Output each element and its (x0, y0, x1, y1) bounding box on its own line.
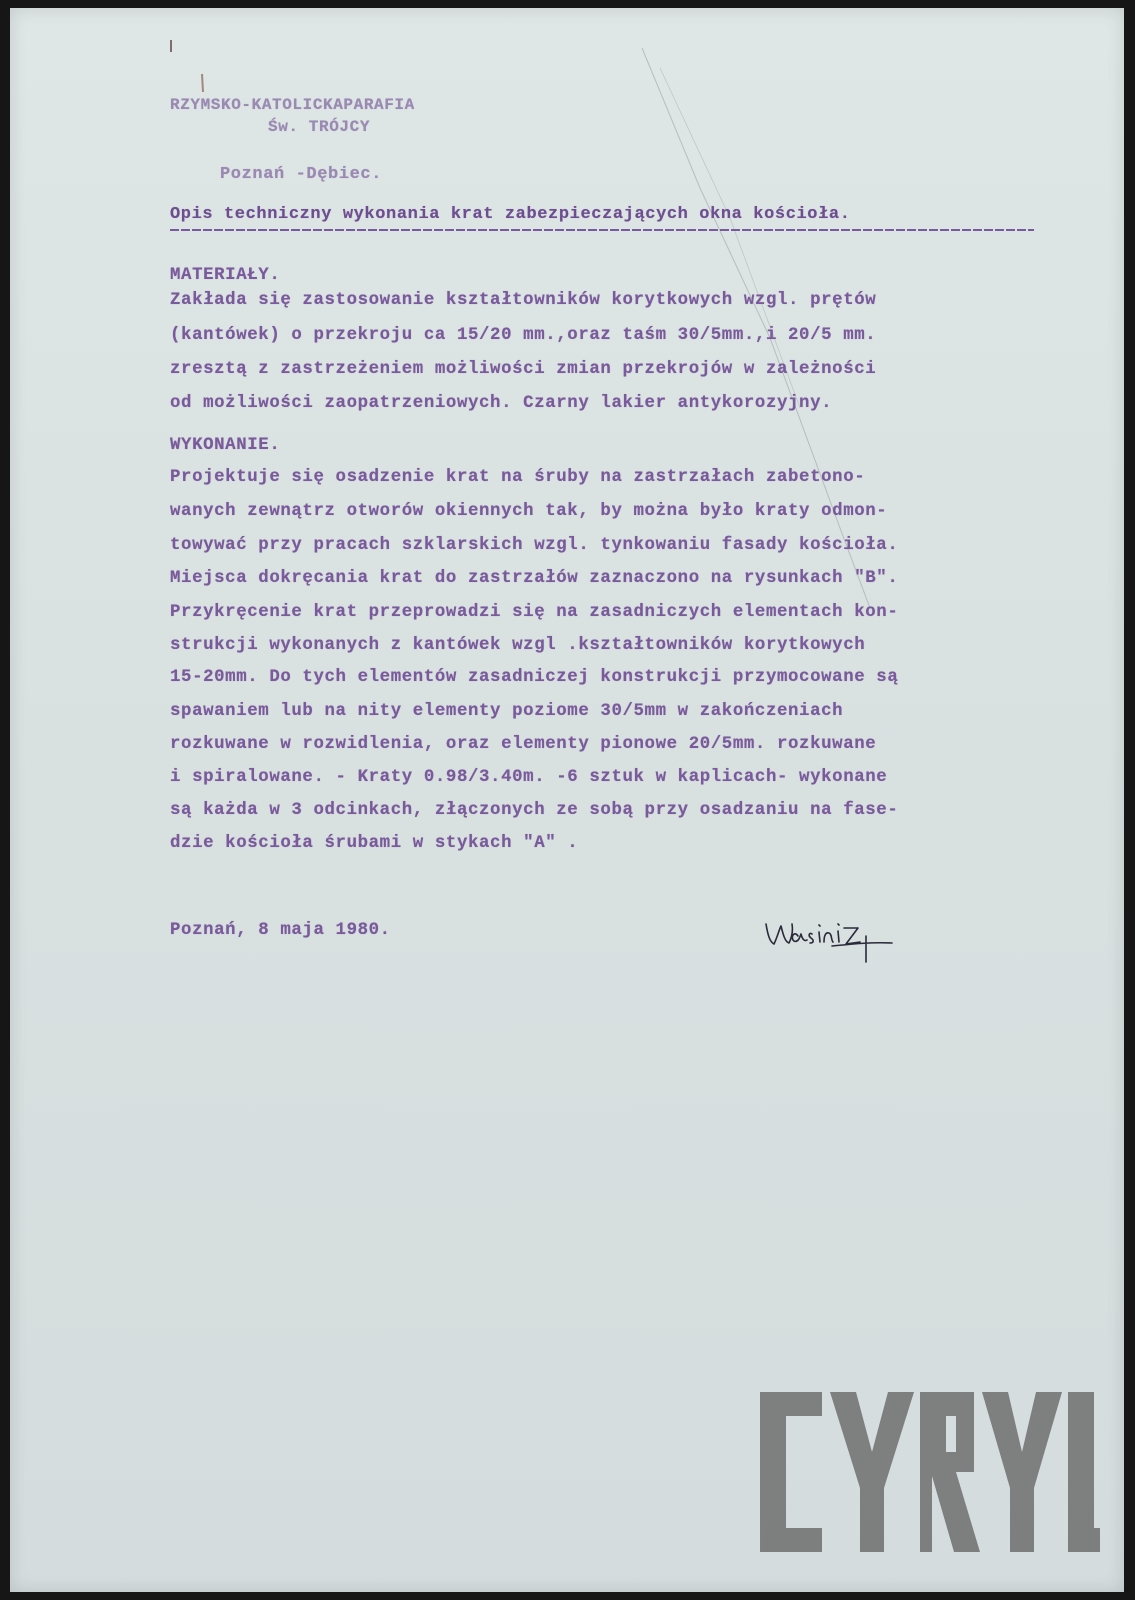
execution-line-2: wanych zewnątrz otworów okiennych tak, by można było kraty odmon- (170, 502, 888, 521)
date-line: Poznań, 8 maja 1980. (170, 921, 391, 940)
execution-line-5: Przykręcenie krat przeprowadzi się na zasadniczych elementach kon- (170, 603, 899, 622)
cyryl-watermark-logo (760, 1392, 1100, 1552)
paper-scratch-marks (10, 8, 1124, 1592)
parish-name: RZYMSKO-KATOLICKAPARAFIA (170, 96, 415, 114)
execution-heading: WYKONANIE. (170, 436, 281, 455)
handwritten-signature (762, 910, 902, 970)
execution-line-8: spawaniem lub na nity elementy poziome 30/5mm w zakończeniach (170, 702, 844, 721)
execution-line-7: 15-20mm. Do tych elementów zasadniczej konstrukcji przymocowane są (170, 668, 899, 687)
execution-line-11: są każda w 3 odcinkach, złączonych ze sobą przy osadzaniu na fase- (170, 801, 899, 820)
execution-line-6: strukcji wykonanych z kantówek wzgl .kształtowników korytkowych (170, 636, 866, 655)
document-title: Opis techniczny wykonania krat zabezpieczających okna kościoła. (170, 205, 851, 224)
execution-line-10: i spiralowane. - Kraty 0.98/3.40m. -6 sztuk w kaplicach- wykonane (170, 768, 888, 787)
materials-line-2: (kantówek) o przekroju ca 15/20 mm.,oraz taśm 30/5mm.,i 20/5 mm. (170, 326, 877, 345)
materials-line-3: zresztą z zastrzeżeniem możliwości zmian przekrojów w zależności (170, 360, 877, 379)
city-line: Poznań -Dębiec. (220, 165, 383, 184)
execution-line-12: dzie kościoła śrubami w stykach "A" . (170, 834, 579, 853)
materials-heading: MATERIAŁY. (170, 266, 281, 285)
execution-line-3: towywać przy pracach szklarskich wzgl. tynkowaniu fasady kościoła. (170, 536, 899, 555)
materials-line-4: od możliwości zaopatrzeniowych. Czarny lakier antykorozyjny. (170, 394, 833, 413)
parish-subname: Św. TRÓJCY (268, 118, 371, 136)
title-underline (170, 229, 1034, 231)
materials-line-1: Zakłada się zastosowanie kształtowników korytkowych wzgl. prętów (170, 291, 877, 310)
execution-line-9: rozkuwane w rozwidlenia, oraz elementy pionowe 20/5mm. rozkuwane (170, 735, 877, 754)
document-page (10, 8, 1124, 1592)
execution-line-4: Miejsca dokręcania krat do zastrzałów zaznaczono na rysunkach "B". (170, 569, 899, 588)
execution-line-1: Projektuje się osadzenie krat na śruby na zastrzałach zabetono- (170, 468, 866, 487)
